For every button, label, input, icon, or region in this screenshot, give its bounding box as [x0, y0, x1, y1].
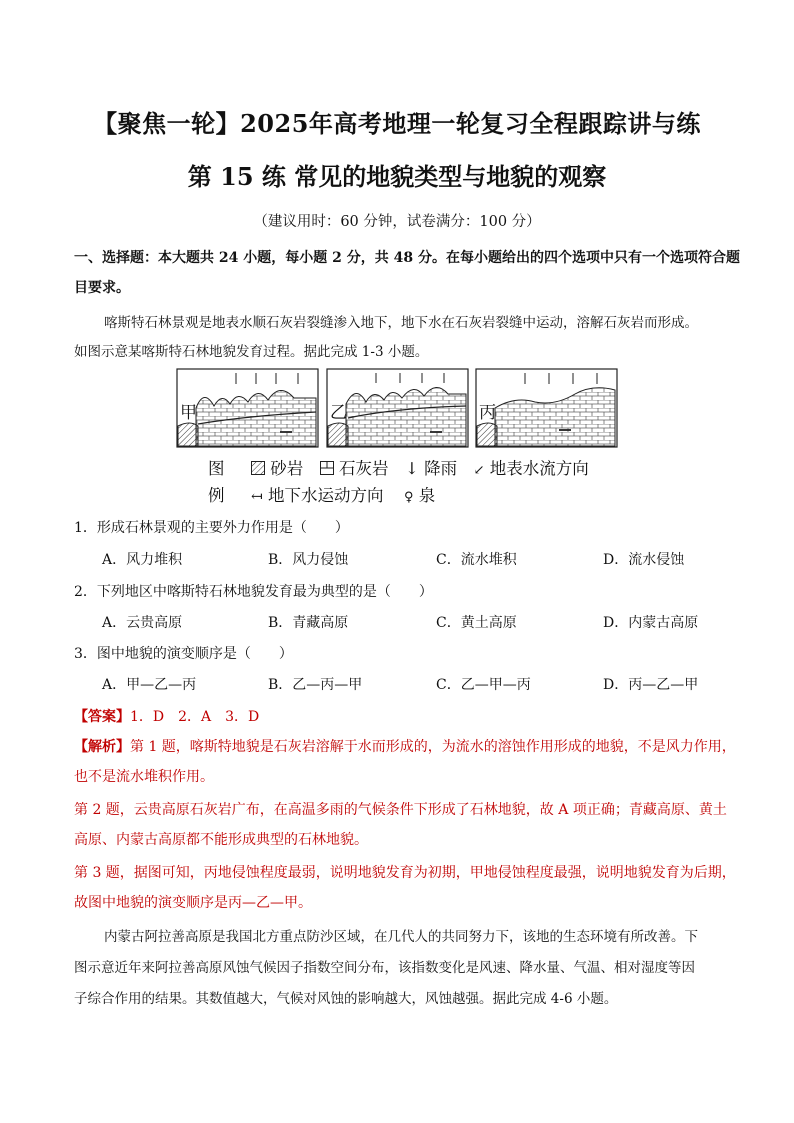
legend-limestone: 石灰岩: [339, 459, 389, 478]
panel-label-bing: 丙: [479, 403, 496, 423]
limestone-swatch-icon: [320, 461, 334, 475]
section-intro-line2: 目要求。: [74, 280, 130, 296]
analysis-p1-text1: 第 1 题，喀斯特地貌是石灰岩溶解于水而形成的，为流水的溶蚀作用形成的地貌，不是风力作用，: [130, 739, 736, 755]
q1-option-a: A．风力堆积: [102, 552, 183, 568]
q3-option-a: A．甲—乙—丙: [102, 677, 197, 693]
q2-option-a: A．云贵高原: [102, 615, 183, 631]
question-3-stem: 3．图中地貌的演变顺序是（ ）: [74, 646, 293, 662]
section-intro-text: 一、选择题：本大题共 24 小题，每小题 2 分，共 48 分。在每小题给出的四个选项中只有一个选项符合题: [74, 250, 740, 266]
legend-sandstone: 砂岩: [270, 459, 304, 478]
legend-groundwater: 地下水运动方向: [267, 486, 384, 505]
question-1-stem: 1．形成石林景观的主要外力作用是（ ）: [74, 520, 349, 536]
analysis-p3-line1: 第 3 题，据图可知，丙地侵蚀程度最弱，说明地貌发育为初期，甲地侵蚀程度最强，说明地貌发育为后期，: [74, 865, 736, 881]
passage2-line2: 图示意近年来阿拉善高原风蚀气候因子指数空间分布，该指数变化是风速、降水量、气温、相对湿度等因: [74, 960, 695, 976]
q1-option-b: B．风力侵蚀: [268, 552, 349, 568]
answer-text: 1．D 2．A 3．D: [130, 709, 260, 725]
legend-title-2: 例: [208, 486, 225, 505]
analysis-label: 【解析】: [74, 739, 130, 755]
legend-rain: 降雨: [424, 459, 458, 478]
spring-icon: ♀: [403, 490, 414, 505]
panel-label-jia: 甲: [180, 403, 197, 423]
panel-label-yi: 乙: [330, 403, 347, 423]
panel-jia: [177, 369, 318, 447]
q3-option-b: B．乙—丙—甲: [268, 677, 363, 693]
legend-surface-flow: 地表水流方向: [489, 459, 589, 478]
legend-spring: 泉: [418, 486, 436, 505]
panel-yi: [327, 369, 468, 447]
rain-arrow-icon: ↓: [405, 459, 419, 478]
passage2-line1: 内蒙古阿拉善高原是我国北方重点防沙区域，在几代人的共同努力下，该地的生态环境有所改善。下: [104, 929, 698, 945]
legend-row-2: [208, 482, 435, 506]
legend-row-1: [208, 455, 589, 479]
analysis-p2-line1: 第 2 题，云贵高原石灰岩广布，在高温多雨的气候条件下形成了石林地貌，故 A 项正确；青藏高原、黄土: [74, 802, 727, 818]
passage2-line3: 子综合作用的结果。其数值越大，气候对风蚀的影响越大，风蚀越强。据此完成 4-6 小题。: [74, 991, 618, 1007]
answer-line: [74, 706, 259, 726]
analysis-p1-line2: 也不是流水堆积作用。: [74, 769, 214, 785]
q3-option-c: C．乙—甲—丙: [436, 677, 531, 693]
q1-option-c: C．流水堆积: [436, 552, 517, 568]
q3-option-d: D．丙—乙—甲: [603, 677, 699, 693]
surface-flow-icon: ↙: [473, 463, 485, 478]
q1-option-d: D．流水侵蚀: [603, 552, 685, 568]
section-intro-line1: [74, 247, 740, 267]
q2-option-d: D．内蒙古高原: [603, 615, 699, 631]
passage1-line1: 喀斯特石林景观是地表水顺石灰岩裂缝渗入地下，地下水在石灰岩裂缝中运动，溶解石灰岩而形成。: [104, 315, 698, 331]
analysis-p2-line2: 高原、内蒙古高原都不能形成典型的石林地貌。: [74, 832, 368, 848]
answer-label: 【答案】: [74, 709, 130, 725]
sandstone-swatch-icon: [251, 461, 265, 475]
time-note: （建议用时：60 分钟，试卷满分：100 分）: [253, 214, 541, 230]
passage1-line2: 如图示意某喀斯特石林地貌发育过程。据此完成 1-3 小题。: [74, 344, 429, 360]
question-2-stem: 2．下列地区中喀斯特石林地貌发育最为典型的是（ ）: [74, 584, 433, 600]
karst-diagram: [176, 368, 618, 448]
analysis-p1-line1: [74, 732, 736, 762]
legend-title-1: 图: [208, 459, 225, 478]
document-title: 【聚焦一轮】2025年高考地理一轮复习全程跟踪讲与练: [93, 109, 701, 138]
groundwater-arrow-icon: ↤: [251, 489, 263, 505]
analysis-p3-line2: 故图中地貌的演变顺序是丙—乙—甲。: [74, 895, 312, 911]
q2-option-c: C．黄土高原: [436, 615, 517, 631]
q2-option-b: B．青藏高原: [268, 615, 349, 631]
panel-bing: [476, 369, 617, 447]
exercise-title: 第 15 练 常见的地貌类型与地貌的观察: [187, 162, 607, 191]
